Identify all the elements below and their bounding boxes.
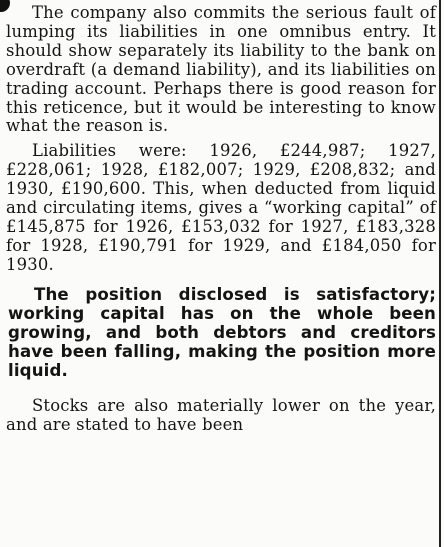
paragraph-stocks: Stocks are also materially lower on the year, and are stated to have been <box>6 395 436 434</box>
article-column <box>6 4 436 435</box>
column-rule <box>439 0 441 547</box>
paragraph-liabilities-figures: Liabilities were: 1926, £244,987; 1927, £228,061; 1928, £182,007; 1929, £208,832; and 1930, £190,600. This, when deducted from liquid and circulating items, gives a “working capital” of £145,875 for 1926, £153,032 for 1927, £183,328 for 1928, £190,791 for 1929, and £184,050 for 1930. <box>6 141 436 274</box>
paragraph-position-summary: The position disclosed is satisfactory; working capital has on the whole been growing, and both debtors and creditors have been falling, making the position more liquid. <box>8 284 436 380</box>
paragraph-liabilities-entry: The company also commits the serious fault of lumping its liabilities in one omnibus entry. It should show separately its liability to the bank on overdraft (a demand liability), and its liabilities on trading account. Perhaps there is good reason for this reticence, but it would be interesting to know what the reason is. <box>6 3 436 136</box>
